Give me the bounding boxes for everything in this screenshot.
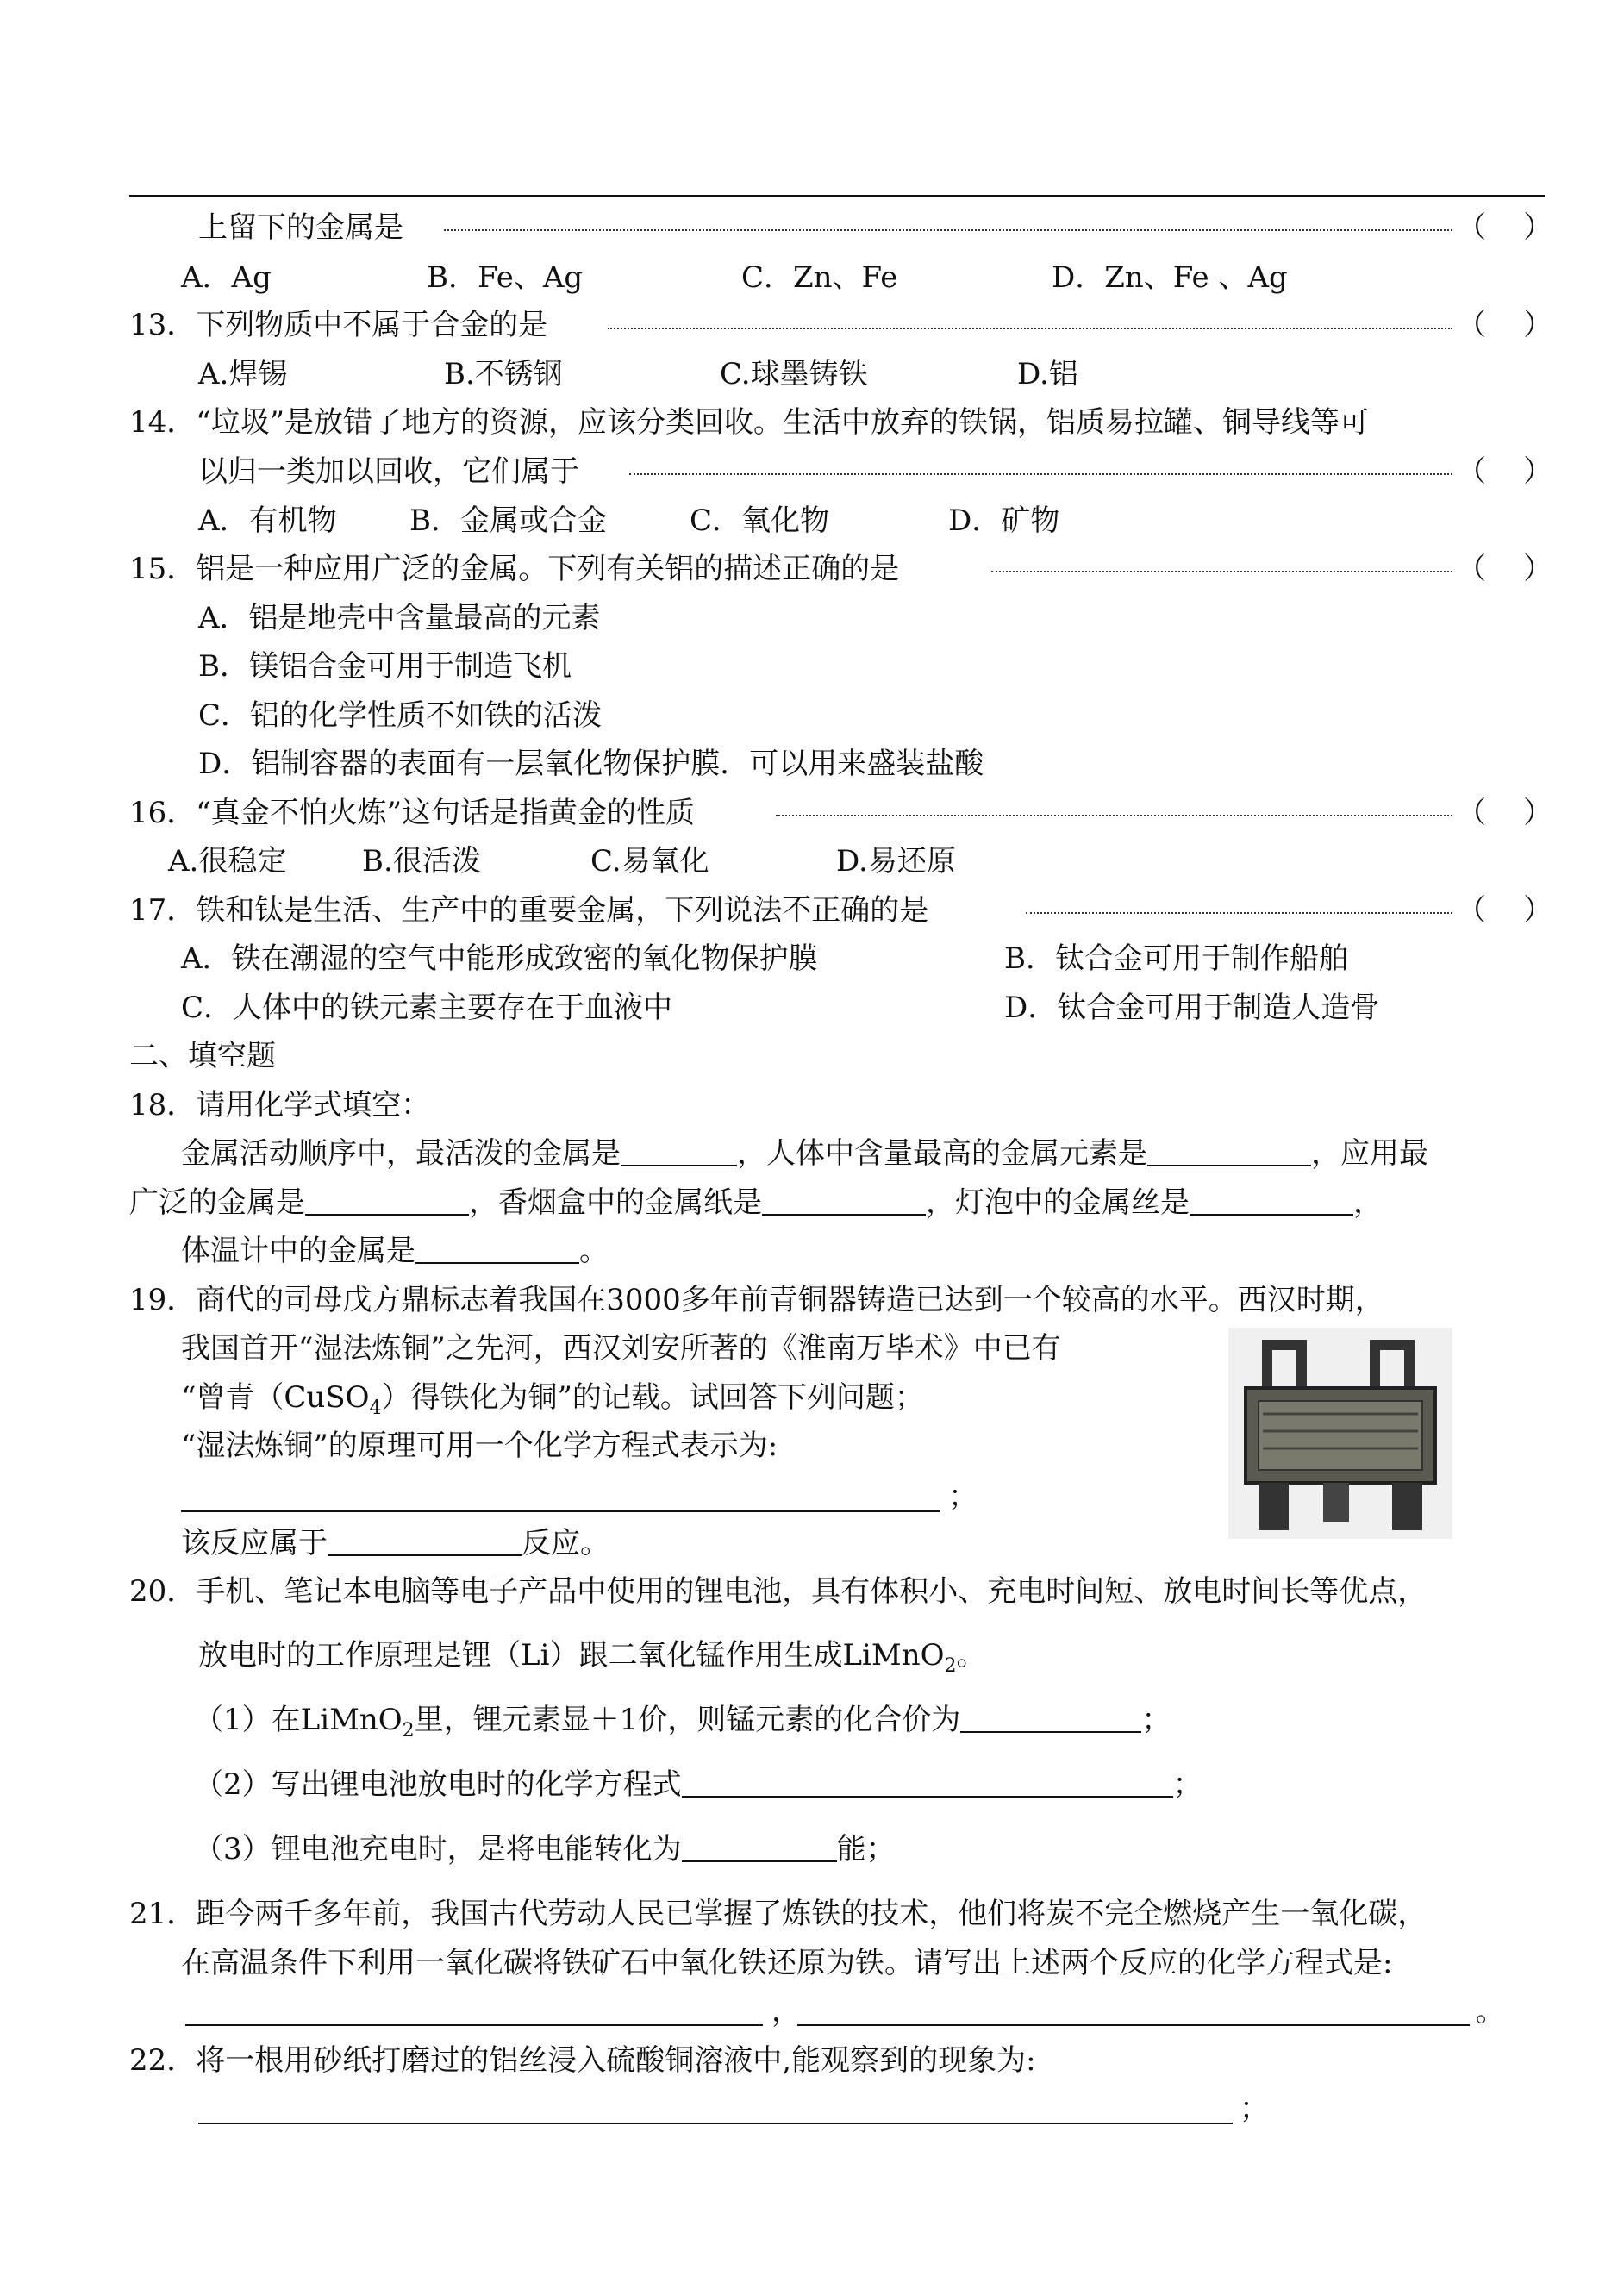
q19-semicolon: ； [948,1479,978,1514]
q18-blank-1[interactable] [621,1139,737,1166]
q20-line2 [198,1638,986,1684]
q20-text: （1）在LiMnO [194,1703,403,1737]
q16-stem: 16．“真金不怕火炼”这句话是指黄金的性质 [129,796,696,830]
q18-stem: 18．请用化学式填空： [129,1088,431,1122]
q12-option-b: B．Fe、Ag [427,260,584,295]
q22-line1: 22．将一根用砂纸打磨过的铝丝浸入硫酸铜溶液中,能观察到的现象为: [129,2043,1036,2078]
q20-text: 能； [836,1832,896,1867]
q21-separator: ， [771,1994,801,2029]
q14-option-c: C．氧化物 [690,503,830,538]
q21-line1: 21．距今两千多年前，我国古代劳动人民已掌握了炼铁的技术，他们将炭不完全燃烧产生一氧化碳， [129,1897,1427,1931]
q16-answer-paren[interactable]: （ ） [1457,796,1553,830]
q19-line3 [181,1380,924,1426]
q20-text: 放电时的工作原理是锂（Li）跟二氧化锰作用生成LiMnO [198,1638,945,1673]
q20-energy-blank[interactable] [682,1835,837,1862]
q19-line2: 我国首开“湿法炼铜”之先河，西汉刘安所著的《淮南万毕术》中已有 [181,1331,1061,1366]
q19-text: “曾青（CuSO [181,1380,370,1415]
q16-option-a: A.很稳定 [168,844,287,879]
q19-line6 [181,1526,609,1560]
q18-text: ，灯泡中的金属丝是 [926,1185,1190,1220]
q15-leader [991,571,1452,572]
q18-blank-6[interactable] [415,1236,579,1264]
q15-stem: 15．铝是一种应用广泛的金属。下列有关铝的描述正确的是 [129,552,900,586]
q13-leader [608,328,1452,329]
q18-blank-5[interactable] [1190,1188,1353,1216]
q14-leader [629,473,1452,475]
section-title: 二、填空题 [129,1039,276,1073]
q17-option-d: D．钛合金可用于制造人造骨 [1004,991,1380,1025]
q12-option-d: D．Zn、Fe 、Ag [1052,260,1288,295]
q13-answer-paren[interactable]: （ ） [1457,308,1553,342]
q20-text: ； [1141,1703,1171,1737]
q18-text: ， [1353,1185,1383,1220]
q21-equation-blank-1[interactable] [185,2024,763,2026]
q18-text: 。 [579,1234,609,1268]
q22-observation-blank[interactable] [198,2123,1233,2124]
q16-option-c: C.易氧化 [590,844,709,879]
q15-option-d: D．铝制容器的表面有一层氧化物保护膜．可以用来盛装盐酸 [198,747,984,781]
q17-option-b: B．钛合金可用于制作船舶 [1004,941,1348,976]
q20-text: （2）写出锂电池放电时的化学方程式 [194,1767,682,1802]
q18-line3 [181,1234,609,1268]
q20-subscript: 2 [402,1719,415,1742]
q13-option-c: C.球墨铸铁 [720,357,868,391]
q20-sub1 [194,1703,1171,1748]
header-rule [129,195,1545,197]
q16-leader [776,815,1452,816]
q12-leader [444,229,1452,231]
q19-subscript: 4 [369,1397,382,1419]
q18-text: ，应用最 [1311,1136,1428,1171]
q16-option-d: D.易还原 [836,844,956,879]
q18-blank-3[interactable] [305,1188,469,1216]
q17-answer-paren[interactable]: （ ） [1457,893,1553,928]
q15-option-c: C．铝的化学性质不如铁的活泼 [198,698,603,733]
q15-option-b: B．镁铝合金可用于制造飞机 [198,649,572,684]
q15-option-a: A．铝是地壳中含量最高的元素 [198,601,601,635]
q17-option-a: A．铁在潮湿的空气中能形成致密的氧化物保护膜 [181,941,818,976]
q14-option-b: B．金属或合金 [409,503,607,538]
q19-text: 反应。 [522,1526,609,1560]
q19-line1: 19．商代的司母戊方鼎标志着我国在3000多年前青铜器铸造已达到一个较高的水平。西汉时期， [129,1283,1384,1317]
q20-text: 里，锂元素显＋1价，则锰元素的化合价为 [414,1703,961,1737]
q20-valence-blank[interactable] [960,1705,1141,1733]
q20-text: ； [1172,1767,1202,1802]
bronze-ding-illustration [1228,1328,1452,1539]
q17-stem: 17．铁和钛是生活、生产中的重要金属，下列说法不正确的是 [129,893,929,928]
q18-line1 [181,1136,1428,1171]
q17-option-c: C．人体中的铁元素主要存在于血液中 [181,991,673,1025]
q12-stem: 上留下的金属是 [198,210,403,245]
q18-line2 [129,1185,1383,1220]
q19-text: ）得铁化为铜”的记载。试回答下列问题； [381,1380,924,1415]
q15-answer-paren[interactable]: （ ） [1457,552,1553,586]
q20-text: 。 [956,1638,986,1673]
q12-answer-paren[interactable]: （ ） [1457,210,1553,245]
q19-equation-blank[interactable] [181,1510,940,1512]
q18-text: ，香烟盒中的金属纸是 [469,1185,762,1220]
q20-sub2 [194,1767,1202,1802]
q17-leader [1026,912,1452,914]
q18-blank-2[interactable] [1147,1139,1311,1166]
q21-period: 。 [1476,1994,1505,2029]
q14-option-a: A．有机物 [198,503,337,538]
q14-stem-line1: 14．“垃圾”是放错了地方的资源，应该分类回收。生活中放弃的铁锅，铝质易拉罐、铜导线等可 [129,405,1370,440]
q19-line4: “湿法炼铜”的原理可用一个化学方程式表示为: [181,1429,778,1463]
q14-option-d: D．矿物 [948,503,1060,538]
q14-answer-paren[interactable]: （ ） [1457,454,1553,489]
q13-stem: 13．下列物质中不属于合金的是 [129,308,548,342]
q18-text: ，人体中含量最高的金属元素是 [737,1136,1147,1171]
q18-text: 广泛的金属是 [129,1185,305,1220]
q16-option-b: B.很活泼 [362,844,481,879]
q20-subscript: 2 [944,1654,957,1677]
q13-option-d: D.铝 [1017,357,1078,391]
q12-option-c: C．Zn、Fe [741,260,898,295]
q12-option-a: A．Ag [181,260,272,295]
q13-option-a: A.焊锡 [198,357,288,391]
q18-text: 体温计中的金属是 [181,1234,415,1268]
q19-text: 该反应属于 [181,1526,328,1560]
q20-text: （3）锂电池充电时，是将电能转化为 [194,1832,682,1867]
q20-sub3 [194,1832,896,1867]
q21-equation-blank-2[interactable] [797,2024,1470,2026]
q14-stem-line2: 以归一类加以回收，它们属于 [198,454,579,489]
q20-equation-blank[interactable] [682,1770,1173,1798]
q20-line1: 20．手机、笔记本电脑等电子产品中使用的锂电池，具有体积小、充电时间短、放电时间长等优点， [129,1574,1427,1609]
q18-blank-4[interactable] [762,1188,926,1216]
q13-option-b: B.不锈钢 [444,357,563,391]
bronze-ding-image [1228,1328,1452,1539]
q22-semicolon: ； [1240,2092,1269,2126]
q19-reaction-type-blank[interactable] [328,1529,522,1556]
q21-line2: 在高温条件下利用一氧化碳将铁矿石中氧化铁还原为铁。请写出上述两个反应的化学方程式是: [181,1946,1393,1980]
q18-text: 金属活动顺序中，最活泼的金属是 [181,1136,621,1171]
